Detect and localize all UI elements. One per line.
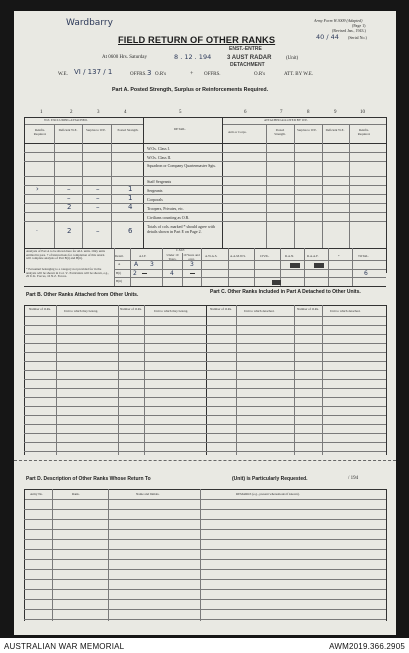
analysis-head: TOTAL.: [358, 254, 369, 258]
table-rule: [24, 117, 25, 273]
ruled-line: [24, 379, 386, 380]
row-value: –: [96, 185, 100, 193]
ruled-line: [24, 370, 386, 371]
table-rule: [114, 260, 386, 261]
row-detail: Corporals: [147, 197, 163, 202]
handwritten-annotation: Wardbarry: [66, 18, 113, 28]
analysis-value: 2: [133, 270, 137, 277]
part-b-head: Unit to which they belong.: [154, 309, 189, 313]
col-head: Surplus to W.E.: [86, 128, 107, 132]
analysis-instructions: Analysis of Part A to be shown here for ALL units. Only units entitled in para. 7 of instructions for completion of this return will complete analysis of Part B(i) and B(ii).: [26, 249, 105, 261]
unit-name-stamp-2: DETACHMENT: [230, 62, 265, 68]
analysis-head: Under 19 Years.: [166, 253, 179, 261]
table-rule: [386, 117, 387, 273]
col-head: Reinfts. Required.: [357, 128, 371, 136]
we-value: VI / 137 / 1: [74, 68, 113, 76]
ruled-line: [24, 388, 386, 389]
att-by-we-label: ATT. BY W.E.: [284, 72, 314, 77]
detail-head: DETAIL.: [174, 127, 187, 131]
ruled-line: [24, 415, 386, 416]
ruled-line: [24, 343, 386, 344]
ruled-line: [24, 559, 386, 560]
part-c-head: Unit to which detached.: [330, 309, 361, 313]
analysis-row-label: A: [118, 262, 121, 266]
table-rule: [386, 489, 387, 621]
table-rule: [24, 185, 386, 186]
hand-mark: ›: [36, 185, 39, 193]
row-detail: Sergeants: [147, 188, 163, 193]
row-detail: W.Os. Class I.: [147, 146, 170, 151]
analysis-note: * Personnel belonging to a category not provided for in the analysis will be shown in Col. 'x'. Particulars will be shown, e.g., 20 U.K. Forces, 16 N.Z. Forces.: [26, 267, 109, 279]
analysis-head: *: [338, 254, 340, 258]
ruled-line: [24, 424, 386, 425]
offrs-att-label: OFFRS.: [204, 72, 221, 77]
table-rule: [349, 124, 350, 248]
total-value: 2: [67, 227, 72, 235]
offrs-label: OFFRS.: [130, 72, 147, 77]
ruled-line: [24, 599, 386, 600]
table-rule: [24, 221, 386, 222]
part-b-head: Unit to which they belong.: [64, 309, 99, 313]
ruled-line: [24, 519, 386, 520]
archive-name: AUSTRALIAN WAR MEMORIAL: [4, 642, 125, 651]
ruled-line: [24, 549, 386, 550]
analysis-value: 6: [364, 270, 368, 277]
part-d-title-2: (Unit) is Particularly Requested.: [232, 476, 308, 482]
analysis-head: A.W.A.S.: [205, 254, 218, 258]
row-value: 1: [128, 185, 133, 193]
col-head: Posted Strength.: [274, 128, 286, 136]
ruled-line: [24, 609, 386, 610]
ruled-line: [24, 325, 386, 326]
serial-number: 40 / 44: [316, 33, 339, 41]
redaction-block: [290, 263, 300, 268]
totals-detail: Totals of cols. marked * should agree with details shown in Part E on Page 2.: [147, 224, 215, 234]
ruled-line: [24, 529, 386, 530]
table-rule: [328, 248, 329, 286]
form-number: Army Form W.3009 (Adapted): [314, 18, 363, 23]
row-detail: W.Os. Class II.: [147, 155, 172, 160]
ors-att-label: O.R's: [254, 72, 266, 77]
part-d-head: Army No.: [30, 492, 43, 496]
col-number: 10: [360, 110, 365, 115]
form-revised: (Revised Jan., 1943.): [332, 28, 366, 33]
analysis-value: 4: [170, 270, 174, 277]
table-rule: [24, 489, 386, 490]
ruled-line: [24, 442, 386, 443]
table-rule: [114, 277, 386, 278]
part-d-head: Rank.: [72, 492, 80, 496]
table-rule: [24, 194, 386, 195]
analysis-value: 3: [150, 261, 154, 268]
col-number: 4: [124, 110, 127, 115]
table-rule: [24, 316, 386, 317]
part-d-title: Part D. Description of Other Ranks Whose Return To: [26, 476, 151, 482]
table-rule: [201, 248, 202, 286]
table-rule: [304, 248, 305, 286]
table-rule: [114, 269, 386, 270]
ruled-line: [24, 397, 386, 398]
col-head: Posted Strength.: [117, 128, 139, 132]
col-head: Arm or Corps.: [228, 130, 247, 134]
ruled-line: [24, 433, 386, 434]
part-b-head: Number of O.Rs.: [29, 307, 51, 311]
table-rule: [24, 161, 386, 162]
time-label: At 0600 Hrs. Saturday: [102, 55, 147, 60]
redaction-block: [314, 263, 324, 268]
table-rule: [24, 124, 143, 125]
table-rule: [266, 124, 267, 248]
serial-label: (Serial No.): [348, 35, 367, 40]
archive-footer: [0, 638, 409, 653]
table-rule: [222, 117, 223, 248]
ruled-line: [24, 509, 386, 510]
row-value: 2: [67, 203, 72, 211]
row-value: –: [67, 194, 71, 202]
analysis-head: C.M.F.: [176, 248, 185, 252]
ruled-line: [24, 539, 386, 540]
table-rule: [82, 124, 83, 248]
ruled-line: [24, 334, 386, 335]
part-b-head: Number of O.Rs.: [120, 307, 142, 311]
table-rule: [254, 248, 255, 286]
unit-stamp-top: ENST.-ENTRE: [229, 46, 262, 52]
ors-label: O.R's: [155, 72, 167, 77]
plus-sign: +: [190, 71, 194, 77]
col-number: 2: [70, 110, 73, 115]
part-c-head: Unit to which detached.: [244, 309, 275, 313]
part-a-title: Part A. Posted Strength, Surplus or Reinforcements Required.: [112, 87, 269, 93]
analysis-head: A.I.F.: [139, 254, 147, 258]
ruled-line: [24, 579, 386, 580]
archive-accession: AWM2019.366.2905: [329, 642, 405, 651]
row-value: –: [67, 185, 71, 193]
table-rule: [24, 152, 386, 153]
col-number: 7: [280, 110, 283, 115]
total-value: –: [96, 227, 100, 235]
analysis-head: 19 Years and over.: [183, 253, 200, 261]
table-rule: [130, 248, 131, 286]
table-rule: [24, 212, 386, 213]
row-value: 4: [128, 203, 133, 211]
row-detail: Civilians counting as O.R.: [147, 215, 190, 220]
col-number: 3: [97, 110, 100, 115]
ruled-line: [24, 352, 386, 353]
analysis-value: A: [134, 261, 139, 268]
group-heading-right: ATTACHED ALLOTED BY W.E.: [264, 118, 308, 122]
table-rule: [111, 124, 112, 248]
group-heading-left: W.E. EXCLUDING ATTACHED.: [44, 118, 88, 122]
total-value: 6: [128, 227, 133, 235]
row-value: –: [96, 194, 100, 202]
form-sheet: [14, 11, 396, 635]
redaction-block: [272, 280, 281, 285]
ruled-line: [24, 589, 386, 590]
hand-dash: [142, 273, 147, 274]
analysis-row-label: B(i): [116, 271, 122, 275]
table-rule: [294, 124, 295, 248]
table-rule: [228, 248, 229, 286]
row-value: –: [96, 203, 100, 211]
col-number: 6: [244, 110, 247, 115]
analysis-head: Detail.: [115, 254, 124, 258]
col-number: 8: [307, 110, 310, 115]
row-detail: Squadron or Company Quartermaster Sgts.: [147, 163, 216, 168]
col-head: Reinfts. Required.: [33, 128, 47, 136]
form-page: (Page 1): [352, 23, 366, 28]
part-d-head: REMARKS (e.g., present whereabouts if known).: [236, 492, 300, 496]
col-head: Deficient W.E.: [325, 128, 345, 132]
ruled-line: [24, 361, 386, 362]
form-title: FIELD RETURN OF OTHER RANKS: [118, 35, 276, 45]
part-c-head: Number of O.Rs.: [297, 307, 319, 311]
table-rule: [24, 203, 386, 204]
hand-dash: [190, 273, 195, 274]
row-detail: Staff Sergeants: [147, 179, 172, 184]
analysis-value: 3: [190, 261, 194, 268]
offrs-value: 3: [147, 69, 152, 77]
table-rule: [222, 124, 386, 125]
return-date: 8 . 12 . 194: [174, 53, 212, 61]
part-b-title: Part B. Other Ranks Attached from Other Units.: [26, 292, 139, 298]
col-number: 5: [179, 110, 182, 115]
fold-line: [14, 460, 396, 461]
analysis-head: R.A.A.F.: [307, 254, 319, 258]
col-number: 1: [40, 110, 43, 115]
we-label: W.E.: [58, 72, 68, 77]
part-c-head: Number of O.Rs.: [210, 307, 232, 311]
col-head: Deficient W.E.: [58, 128, 78, 132]
unit-name-stamp: 3 AUST RADAR: [227, 55, 272, 61]
table-rule: [54, 124, 55, 248]
ruled-line: [24, 569, 386, 570]
part-d-date: / 194: [348, 476, 359, 481]
row-detail: Troopers, Privates, etc.: [147, 206, 184, 211]
col-head: Surplus to W.E.: [297, 128, 318, 132]
analysis-row-label: B(ii): [116, 279, 123, 283]
table-rule: [24, 305, 386, 306]
part-d-head: Name and Initials.: [136, 492, 160, 496]
row-value: 1: [128, 194, 133, 202]
table-rule: [162, 248, 163, 286]
unit-label: (Unit): [286, 56, 299, 61]
analysis-head: A.A.M.W.S.: [230, 254, 246, 258]
table-rule: [143, 117, 144, 248]
table-rule: [24, 286, 386, 287]
col-number: 9: [334, 110, 337, 115]
table-rule: [386, 305, 387, 455]
hand-mark: ·: [36, 228, 38, 235]
ruled-line: [24, 406, 386, 407]
table-rule: [24, 499, 386, 500]
table-rule: [322, 124, 323, 248]
ruled-line: [24, 619, 386, 620]
analysis-head: CIVIL.: [260, 254, 270, 258]
table-rule: [24, 176, 386, 177]
table-rule: [24, 143, 386, 144]
ruled-line: [24, 451, 386, 452]
analysis-head: R.A.N.: [285, 254, 295, 258]
part-c-title: Part C. Other Ranks Included in Part A Detached to Other Units.: [210, 289, 361, 295]
table-rule: [352, 248, 353, 286]
